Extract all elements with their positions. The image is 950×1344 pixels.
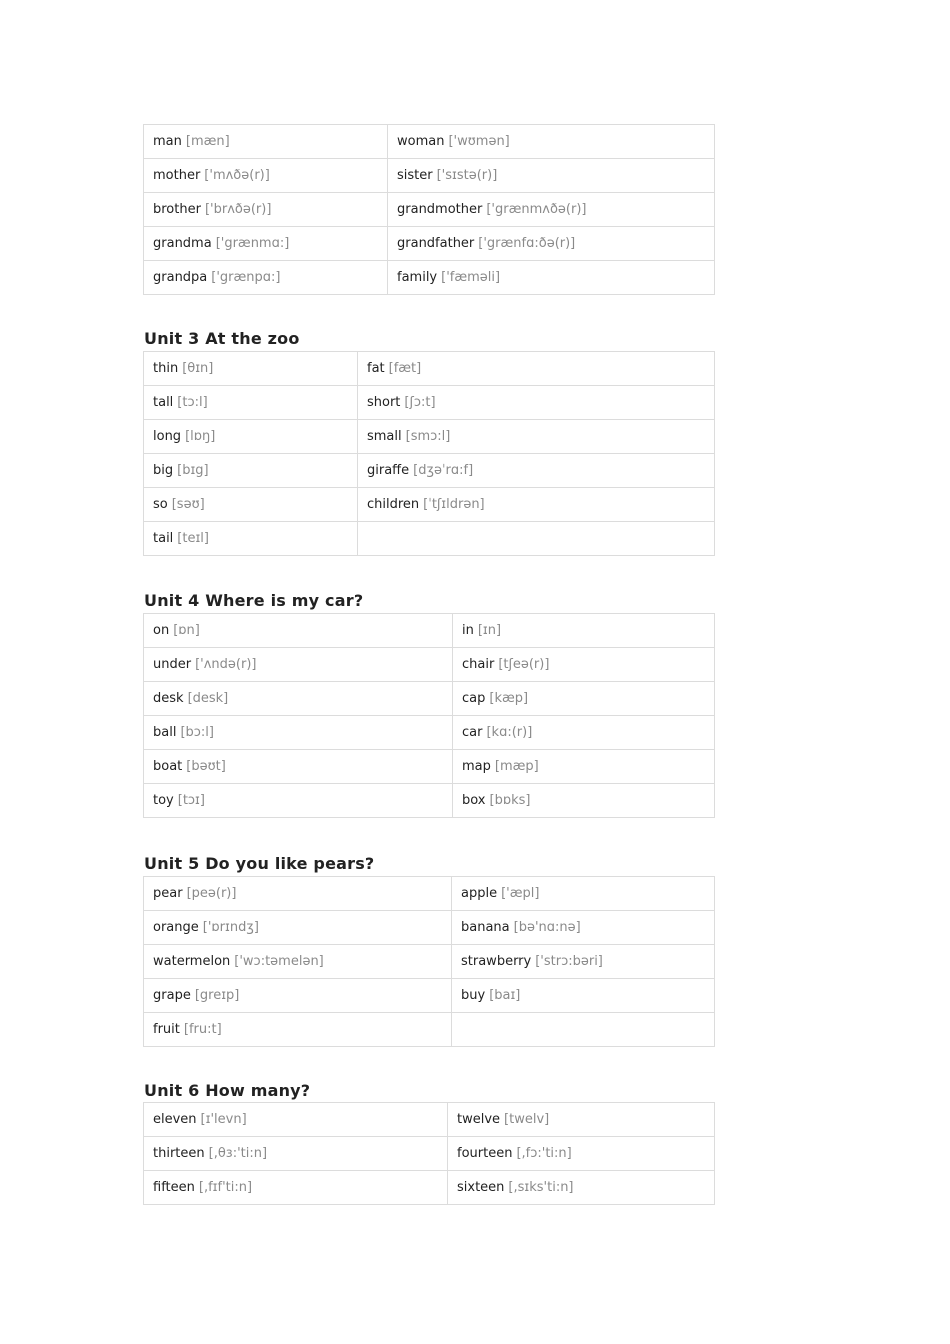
vocab-cell <box>452 1013 715 1047</box>
vocab-word: tail <box>153 531 174 546</box>
vocab-pronunciation: ['grænfɑ:ðə(r)] <box>478 236 576 251</box>
vocab-cell <box>144 522 358 556</box>
vocab-pronunciation: [ɒn] <box>173 623 200 638</box>
vocab-cell <box>144 979 452 1013</box>
vocab-pronunciation: ['ɒrɪndʒ] <box>202 920 259 935</box>
vocab-pronunciation: [ɪ'levn] <box>200 1112 247 1127</box>
vocab-word: boat <box>153 759 183 774</box>
vocab-word: desk <box>153 691 184 706</box>
vocab-cell <box>144 1137 448 1171</box>
table-row <box>144 522 715 556</box>
vocab-pronunciation: [,fɔ:'ti:n] <box>516 1146 572 1161</box>
vocab-pronunciation: ['mʌðə(r)] <box>204 168 270 183</box>
vocab-pronunciation: ['grænpɑ:] <box>211 270 281 285</box>
vocab-cell <box>144 784 453 818</box>
vocab-pronunciation: [bɪg] <box>177 463 209 478</box>
vocab-pronunciation: [baɪ] <box>489 988 521 1003</box>
vocab-word: grape <box>153 988 191 1003</box>
vocab-word: long <box>153 429 182 444</box>
unit-6-heading: Unit 6 How many? <box>144 1081 311 1100</box>
vocab-cell <box>388 193 715 227</box>
vocab-cell <box>144 1171 448 1205</box>
unit-5-vocab-table <box>143 876 715 1047</box>
vocab-pronunciation: [ˈtʃɪldrən] <box>423 497 485 512</box>
table-row <box>144 159 715 193</box>
vocab-pronunciation: [tɔɪ] <box>177 793 205 808</box>
vocab-pronunciation: [kæp] <box>489 691 529 706</box>
vocab-word: sixteen <box>457 1180 505 1195</box>
vocab-word: man <box>153 134 182 149</box>
vocab-pronunciation: [twelv] <box>504 1112 550 1127</box>
unit-4-vocab-table <box>143 613 715 818</box>
vocab-cell <box>144 1013 452 1047</box>
vocab-pronunciation: [mæp] <box>494 759 539 774</box>
vocab-pronunciation: [,fɪf'ti:n] <box>198 1180 253 1195</box>
vocab-word: thin <box>153 361 179 376</box>
vocab-word: strawberry <box>461 954 532 969</box>
vocab-pronunciation: ['wʊmən] <box>448 134 510 149</box>
vocab-word: in <box>462 623 474 638</box>
vocab-word: small <box>367 429 402 444</box>
family-vocab-table <box>143 124 715 295</box>
unit-3-heading: Unit 3 At the zoo <box>144 329 300 348</box>
vocab-word: grandfather <box>397 236 475 251</box>
vocab-cell <box>453 784 715 818</box>
vocab-cell <box>144 877 452 911</box>
vocab-word: so <box>153 497 168 512</box>
vocab-word: under <box>153 657 192 672</box>
table-row <box>144 648 715 682</box>
table-row <box>144 193 715 227</box>
vocab-word: box <box>462 793 486 808</box>
vocab-word: grandpa <box>153 270 208 285</box>
vocab-cell <box>144 488 358 522</box>
vocab-cell <box>144 945 452 979</box>
vocab-cell <box>452 945 715 979</box>
vocab-pronunciation: [greɪp] <box>194 988 240 1003</box>
table-row <box>144 614 715 648</box>
table-row <box>144 1171 715 1205</box>
vocab-cell <box>144 454 358 488</box>
vocab-pronunciation: [bəʊt] <box>186 759 226 774</box>
table-row <box>144 911 715 945</box>
vocab-cell <box>388 227 715 261</box>
unit-6-vocab-table <box>143 1102 715 1205</box>
vocab-word: toy <box>153 793 174 808</box>
vocab-word: eleven <box>153 1112 197 1127</box>
table-row <box>144 386 715 420</box>
vocab-word: fat <box>367 361 385 376</box>
vocab-cell <box>358 352 715 386</box>
vocab-cell <box>144 911 452 945</box>
table-row <box>144 125 715 159</box>
vocab-pronunciation: [desk] <box>187 691 229 706</box>
table-row <box>144 1137 715 1171</box>
vocab-word: brother <box>153 202 201 217</box>
unit-4-heading: Unit 4 Where is my car? <box>144 591 364 610</box>
vocab-cell <box>144 614 453 648</box>
vocab-cell <box>144 750 453 784</box>
vocab-word: map <box>462 759 491 774</box>
vocab-word: buy <box>461 988 486 1003</box>
vocab-word: thirteen <box>153 1146 205 1161</box>
vocab-cell <box>144 420 358 454</box>
vocab-cell <box>358 386 715 420</box>
vocab-cell <box>453 750 715 784</box>
vocab-pronunciation: ['wɔ:təmelən] <box>234 954 324 969</box>
table-row <box>144 454 715 488</box>
table-row <box>144 227 715 261</box>
table-row <box>144 682 715 716</box>
vocab-word: ball <box>153 725 177 740</box>
vocab-pronunciation: ['grænmʌðə(r)] <box>486 202 587 217</box>
vocab-word: chair <box>462 657 495 672</box>
vocab-cell <box>144 159 388 193</box>
vocab-word: big <box>153 463 174 478</box>
table-row <box>144 261 715 295</box>
vocab-pronunciation: [smɔ:l] <box>405 429 451 444</box>
table-row <box>144 877 715 911</box>
vocab-pronunciation: [kɑ:(r)] <box>486 725 533 740</box>
vocab-word: tall <box>153 395 174 410</box>
table-row <box>144 945 715 979</box>
vocab-cell <box>358 522 715 556</box>
vocab-word: on <box>153 623 170 638</box>
vocab-word: fourteen <box>457 1146 513 1161</box>
vocab-pronunciation: [mæn] <box>185 134 230 149</box>
table-row <box>144 784 715 818</box>
unit-3-vocab-table <box>143 351 715 556</box>
vocab-pronunciation: ['brʌðə(r)] <box>204 202 272 217</box>
vocab-pronunciation: ['fæməli] <box>441 270 501 285</box>
vocab-cell <box>452 979 715 1013</box>
vocab-cell <box>144 193 388 227</box>
vocab-pronunciation: ['æpl] <box>501 886 540 901</box>
vocab-cell <box>448 1137 715 1171</box>
vocab-word: pear <box>153 886 183 901</box>
vocab-cell <box>144 1103 448 1137</box>
vocab-pronunciation: [səʊ] <box>171 497 205 512</box>
vocab-cell <box>144 716 453 750</box>
vocab-cell <box>388 261 715 295</box>
vocab-word: watermelon <box>153 954 231 969</box>
vocab-word: short <box>367 395 401 410</box>
vocab-cell <box>144 261 388 295</box>
table-row <box>144 488 715 522</box>
vocab-word: apple <box>461 886 498 901</box>
vocab-word: mother <box>153 168 201 183</box>
vocab-cell <box>453 648 715 682</box>
vocab-word: giraffe <box>367 463 410 478</box>
vocab-word: fifteen <box>153 1180 195 1195</box>
vocab-cell <box>358 454 715 488</box>
vocab-cell <box>452 911 715 945</box>
vocab-pronunciation: [ɪn] <box>477 623 502 638</box>
vocab-cell <box>144 682 453 716</box>
table-row <box>144 1013 715 1047</box>
table-row <box>144 1103 715 1137</box>
vocab-pronunciation: ['ʌndə(r)] <box>195 657 257 672</box>
vocab-pronunciation: [ʃɔ:t] <box>404 395 436 410</box>
vocab-word: banana <box>461 920 510 935</box>
vocab-cell <box>144 125 388 159</box>
vocab-pronunciation: [teɪl] <box>177 531 209 546</box>
table-row <box>144 352 715 386</box>
vocab-cell <box>453 682 715 716</box>
vocab-word: cap <box>462 691 486 706</box>
vocab-word: twelve <box>457 1112 501 1127</box>
vocab-pronunciation: ['sɪstə(r)] <box>436 168 498 183</box>
vocab-word: family <box>397 270 438 285</box>
vocab-pronunciation: [fæt] <box>388 361 422 376</box>
vocab-cell <box>453 614 715 648</box>
table-row <box>144 979 715 1013</box>
vocab-pronunciation: ['grænmɑ:] <box>215 236 290 251</box>
vocab-cell <box>448 1103 715 1137</box>
vocab-word: grandma <box>153 236 212 251</box>
table-row <box>144 420 715 454</box>
vocab-pronunciation: [dʒəˈrɑ:f] <box>413 463 474 478</box>
vocab-word: grandmother <box>397 202 483 217</box>
vocab-word: sister <box>397 168 433 183</box>
vocab-pronunciation: [fru:t] <box>183 1022 222 1037</box>
vocab-cell <box>144 227 388 261</box>
vocab-pronunciation: [θɪn] <box>182 361 214 376</box>
table-row <box>144 716 715 750</box>
vocab-cell <box>453 716 715 750</box>
vocab-pronunciation: [bɔ:l] <box>180 725 214 740</box>
vocab-cell <box>358 420 715 454</box>
vocab-pronunciation: [bə'nɑ:nə] <box>513 920 581 935</box>
vocab-pronunciation: [tɔ:l] <box>177 395 208 410</box>
table-row <box>144 750 715 784</box>
vocab-pronunciation: [lɒŋ] <box>185 429 216 444</box>
vocab-cell <box>144 648 453 682</box>
vocab-word: woman <box>397 134 445 149</box>
vocab-cell <box>452 877 715 911</box>
vocab-pronunciation: ['strɔ:bəri] <box>535 954 603 969</box>
vocab-cell <box>144 352 358 386</box>
vocab-cell <box>448 1171 715 1205</box>
vocab-word: car <box>462 725 483 740</box>
vocab-pronunciation: [,sɪks'ti:n] <box>508 1180 574 1195</box>
vocab-cell <box>144 386 358 420</box>
vocab-pronunciation: [bɒks] <box>489 793 531 808</box>
vocab-pronunciation: [,θɜ:'ti:n] <box>208 1146 268 1161</box>
vocab-word: fruit <box>153 1022 180 1037</box>
vocab-pronunciation: [peə(r)] <box>186 886 237 901</box>
vocab-cell <box>358 488 715 522</box>
vocab-cell <box>388 125 715 159</box>
vocab-cell <box>388 159 715 193</box>
vocab-word: orange <box>153 920 199 935</box>
vocab-pronunciation: [tʃeə(r)] <box>498 657 550 672</box>
unit-5-heading: Unit 5 Do you like pears? <box>144 854 375 873</box>
vocab-word: children <box>367 497 420 512</box>
